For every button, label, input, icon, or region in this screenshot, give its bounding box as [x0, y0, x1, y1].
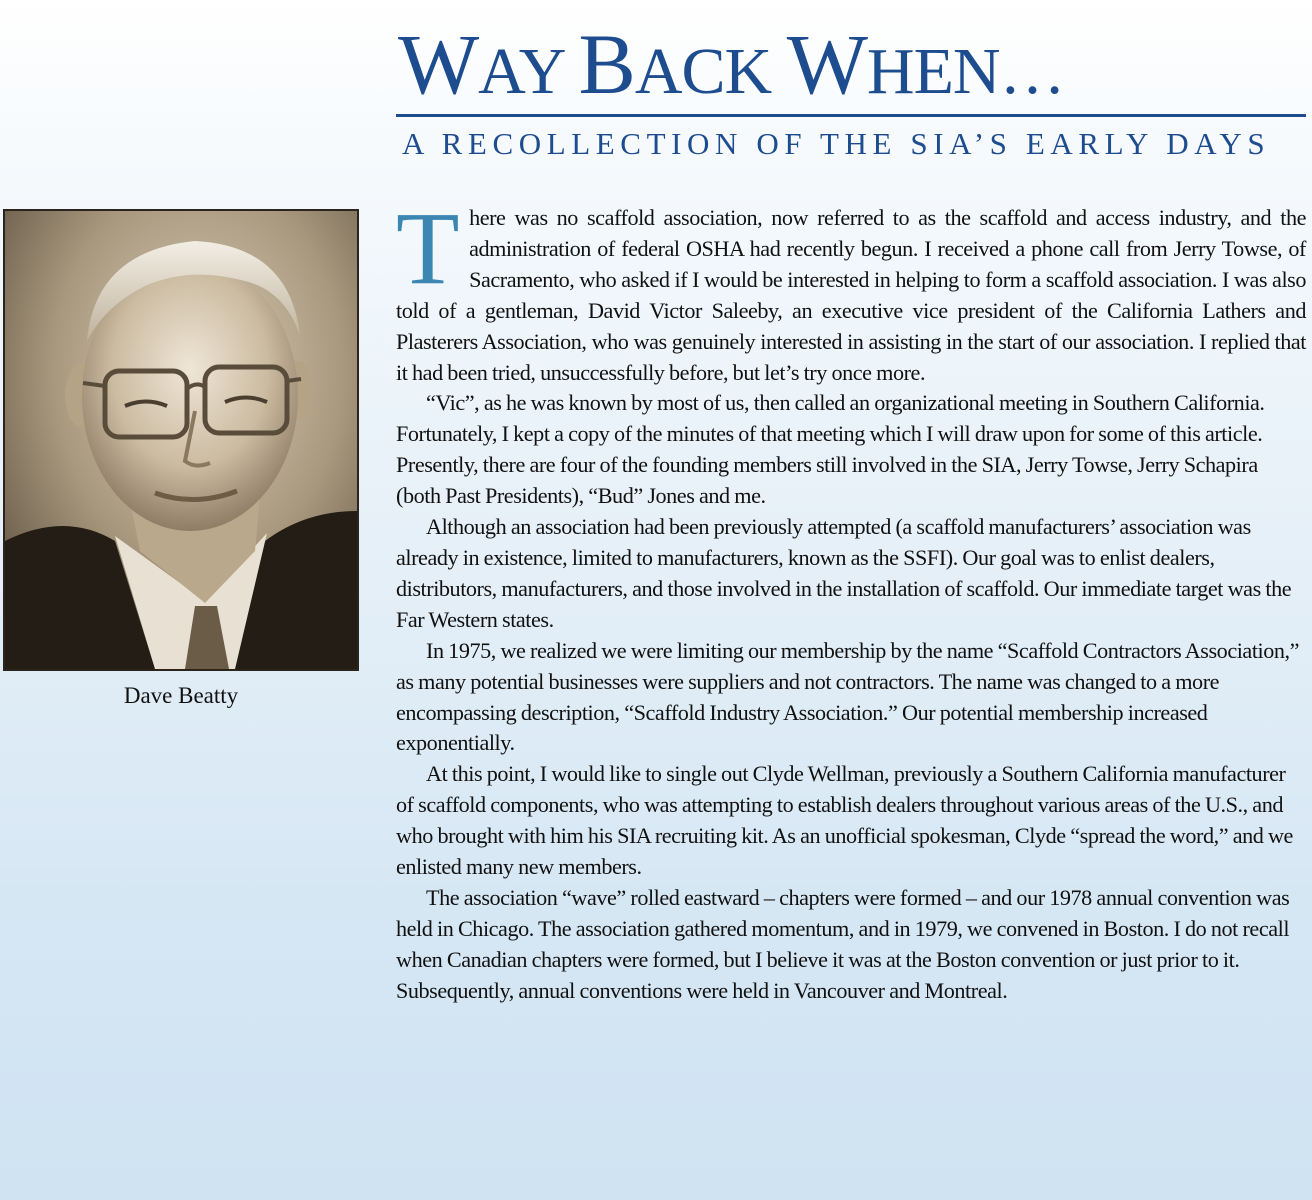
article-title	[398, 14, 1065, 114]
title-rule	[396, 114, 1306, 117]
article-paragraph	[396, 191, 1306, 388]
portrait-image	[5, 211, 357, 669]
article-paragraph: “Vic”, as he was known by most of us, then called an organizational meeting in Southern California. Fortunately, I kept a copy of the minutes of that meeting which I will draw upon for some of this article. Presently, there are four of the founding members still involved in the SIA, Jerry Towse, Jerry Schapira (both Past Presidents), “Bud” Jones and me.	[396, 390, 1265, 509]
article-paragraph: Although an association had been previously attempted (a scaffold manufacturers’ association was already in existence, limited to manufacturers, known as the SSFI). Our goal was to enlist dealers, distributors, manufacturers, and those involved in the installation of scaffold. Our immediate target was the Far Western states.	[396, 514, 1292, 632]
article-body	[396, 191, 1306, 1007]
title-word-when: HEN…	[866, 35, 1065, 108]
photo-caption: Dave Beatty	[123, 683, 239, 708]
drop-cap: T	[396, 191, 460, 306]
title-initial-w2: W	[786, 16, 867, 112]
title-word-back: ACK	[634, 35, 787, 108]
title-word-way: AY	[478, 35, 579, 108]
title-initial-b: B	[578, 16, 635, 112]
title-initial-w: W	[398, 16, 479, 112]
article-paragraph: In 1975, we realized we were limiting our membership by the name “Scaffold Contractors Association,” as many potential businesses were suppliers and not contractors. The name was changed to a more encompassing description, “Scaffold Industry Association.” Our potential membership increased exponentially.	[396, 637, 1300, 756]
article-subtitle: A RECOLLECTION OF THE SIA’S EARLY DAYS	[402, 126, 1271, 161]
portrait-photo	[3, 209, 359, 671]
article-paragraph: The association “wave” rolled eastward – chapters were formed – and our 1978 annual convention was held in Chicago. The association gathered momentum, and in 1979, we convened in Boston. I do not recall when Canadian chapters were formed, but I believe it was at the Boston convention or just prior to it. Subsequently, annual conventions were held in Vancouver and Montreal.	[396, 884, 1290, 1003]
paragraph-text: here was no scaffold association, now referred to as the scaffold and access industry, and the administration of federal OSHA had recently begun. I received a phone call from Jerry Towse, of Sacramento, who asked if I would be interested in helping to form a scaffold association. I was also told of a gentleman, David Victor Saleeby, an executive vice president of the California Lathers and Plasterers Association, who was genuinely interested in assisting in the start of our association. I replied that it had been tried, unsuccessfully before, but let’s try once more.	[396, 205, 1306, 385]
article-paragraph: At this point, I would like to single out Clyde Wellman, previously a Southern California manufacturer of scaffold components, who was attempting to establish dealers throughout various areas of the U.S., and who brought with him his SIA recruiting kit. As an unofficial spokesman, Clyde “spread the word,” and we enlisted many new members.	[396, 761, 1293, 880]
